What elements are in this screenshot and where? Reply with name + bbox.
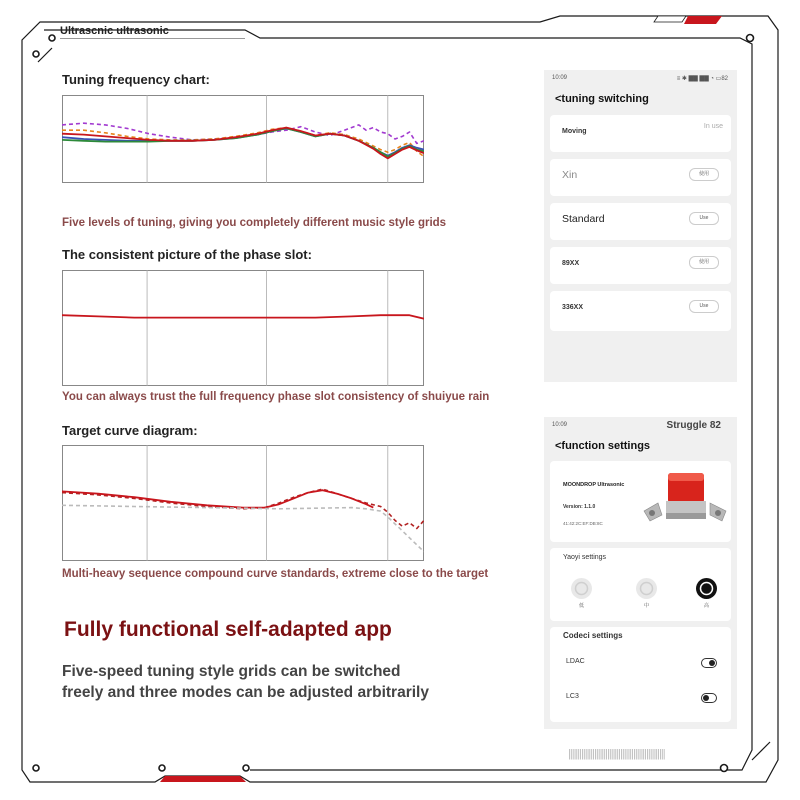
chart-frame: [63, 271, 424, 386]
device-version: Version: 1.1.0: [563, 504, 596, 510]
in-use-status: In use: [703, 123, 723, 130]
brand-underline: [60, 38, 245, 39]
tuning-chart-title: Tuning frequency chart:: [62, 72, 210, 87]
feature-title: Fully functional self-adapted app: [64, 618, 392, 641]
tuning-item-label: Moving: [562, 128, 587, 135]
tuning-item-89xx[interactable]: [550, 247, 731, 284]
status-time: 10:09: [552, 75, 568, 81]
tuning-switching-back-title[interactable]: <tuning switching: [555, 93, 649, 105]
phase-chart-title: The consistent picture of the phase slot:: [62, 247, 312, 262]
tuning-switching-screen: [544, 70, 737, 382]
tuning-item-336xx[interactable]: [550, 291, 731, 331]
chart-frame: [63, 96, 424, 183]
tuning-item-label: 336XX: [562, 304, 584, 311]
tuning-item-moving[interactable]: [550, 115, 731, 152]
mode-low-label: 低: [578, 603, 584, 609]
function-settings-back-title[interactable]: <function settings: [555, 440, 651, 452]
codec-section-label: Codeci settings: [563, 631, 623, 640]
codec-lc3-label: LC3: [566, 693, 579, 700]
ldac-toggle[interactable]: [701, 658, 717, 668]
codec-ldac-label: LDAC: [566, 658, 585, 665]
function-settings-screen: [544, 417, 737, 729]
earphone-product-image: [638, 467, 732, 537]
tuning-item-label: Xin: [562, 169, 578, 181]
phase-chart-caption: You can always trust the full frequency phase slot consistency of shuiyue rain: [62, 391, 490, 403]
mode-section-label: Yaoyi settings: [563, 554, 607, 561]
tuning-item-label: 89XX: [562, 260, 580, 267]
mode-high-label: 高: [703, 603, 709, 609]
mode-settings-card: [550, 548, 731, 621]
target-chart-title: Target curve diagram:: [62, 423, 198, 438]
use-button[interactable]: 使用: [689, 256, 719, 269]
tuning-item-label: Standard: [562, 213, 605, 225]
device-name: MOONDROP Ultrasonic: [563, 482, 625, 488]
status-right-text: Struggle 82: [666, 420, 721, 431]
mode-mid-label: 中: [643, 603, 649, 609]
mode-low-button[interactable]: [571, 578, 592, 599]
mode-high-button[interactable]: [696, 578, 717, 599]
target-chart-caption: Multi-heavy sequence compound curve standards, extreme close to the target: [62, 568, 489, 580]
status-icons: ≡ ✱ ▇▇ ▇▇ ◔ ▭82: [676, 76, 728, 82]
tuning-item-standard[interactable]: [550, 203, 731, 240]
chart-frame: [63, 446, 424, 561]
lc3-toggle[interactable]: [701, 693, 717, 703]
decorative-barcode: ||||||||||||||||||||||||||||||||||||||||||||||||||||: [568, 748, 665, 760]
device-mac: 41:42:2C:EF:DB:8C: [563, 521, 603, 526]
status-time: 10:09: [552, 422, 568, 428]
brand-title: Ultrascnic ultrasonic: [60, 25, 169, 37]
phase-slot-chart: [62, 270, 424, 386]
use-button[interactable]: 使用: [689, 168, 719, 181]
mode-high-icon: [696, 578, 717, 599]
target-curve-chart: [62, 445, 424, 561]
use-button[interactable]: Use: [689, 300, 719, 313]
codec-settings-card: [550, 627, 731, 722]
mode-low-icon: [571, 578, 592, 599]
feature-description: Five-speed tuning style grids can be switched freely and three modes can be adjusted arbitrarily: [62, 663, 429, 701]
mode-mid-icon: [636, 578, 657, 599]
use-button[interactable]: Use: [689, 212, 719, 225]
tuning-chart-caption: Five levels of tuning, giving you completely different music style grids: [62, 217, 447, 229]
mode-mid-button[interactable]: [636, 578, 657, 599]
tuning-frequency-chart: [62, 95, 424, 183]
device-card[interactable]: [550, 461, 731, 542]
tuning-item-xin[interactable]: [550, 159, 731, 196]
